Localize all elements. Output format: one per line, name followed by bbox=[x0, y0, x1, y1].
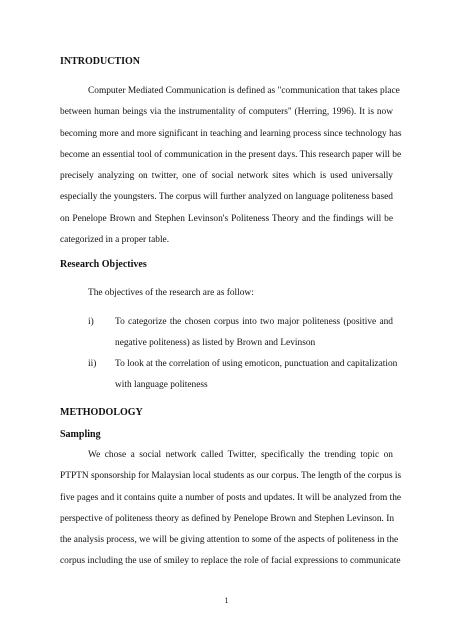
paragraph-line: on Penelope Brown and Stephen Levinson's Politeness Theory and the findings will be bbox=[60, 213, 393, 224]
list-line: To categorize the chosen corpus into two major politeness (positive and bbox=[115, 317, 393, 327]
list-line: To look at the correlation of using emoticon, punctuation and capitalization bbox=[115, 359, 398, 369]
list-item-text bbox=[115, 354, 398, 397]
paragraph-line: We chose a social network called Twitter, specifically the trending topic on bbox=[88, 450, 393, 460]
paragraph-line: categorized in a proper table. bbox=[60, 235, 170, 246]
paragraph-line: precisely analyzing on twitter, one of social network sites which is used universally bbox=[60, 171, 393, 182]
introduction-paragraph bbox=[60, 81, 402, 251]
paragraph-line: becoming more and more significant in teaching and learning process since technology has bbox=[60, 128, 402, 139]
paragraph-line: the analysis process, we will be giving attention to some of the aspects of politeness in the bbox=[60, 535, 399, 546]
paragraph-line: PTPTN sponsorship for Malaysian local students as our corpus. The length of the corpus is bbox=[60, 471, 402, 482]
list-number: i) bbox=[88, 317, 94, 327]
paragraph-line: five pages and it contains quite a number of posts and updates. It will be analyzed from the bbox=[60, 492, 402, 503]
paragraph-line: The objectives of the research are as follow: bbox=[88, 288, 254, 298]
paragraph-line: Computer Mediated Communication is defined as "communication that takes place bbox=[88, 86, 400, 96]
sampling-subheading: Sampling bbox=[60, 429, 101, 440]
paragraph-line: corpus including the use of smiley to replace the role of facial expressions to communicate bbox=[60, 556, 401, 567]
introduction-heading: INTRODUCTION bbox=[60, 56, 141, 67]
paragraph-line: become an essential tool of communication in the present days. This research paper will be bbox=[60, 149, 402, 160]
list-line: with language politeness bbox=[115, 380, 208, 391]
paragraph-line: especially the youngsters. The corpus will further analyzed on language politeness based bbox=[60, 192, 393, 203]
paragraph-line: between human beings via the instrumentality of computers" (Herring, 1996). It is now bbox=[60, 107, 393, 118]
list-line: negative politeness) as listed by Brown and Levinson bbox=[115, 338, 316, 349]
sampling-paragraph bbox=[60, 445, 402, 573]
methodology-heading: METHODOLOGY bbox=[60, 407, 143, 418]
list-item-text bbox=[115, 312, 393, 355]
objectives-lead-text bbox=[60, 283, 393, 304]
page-number: 1 bbox=[224, 596, 229, 605]
research-objectives-heading: Research Objectives bbox=[60, 259, 147, 270]
list-number: ii) bbox=[88, 359, 97, 369]
paragraph-line: perspective of politeness theory as defined by Penelope Brown and Stephen Levinson. In bbox=[60, 513, 395, 524]
